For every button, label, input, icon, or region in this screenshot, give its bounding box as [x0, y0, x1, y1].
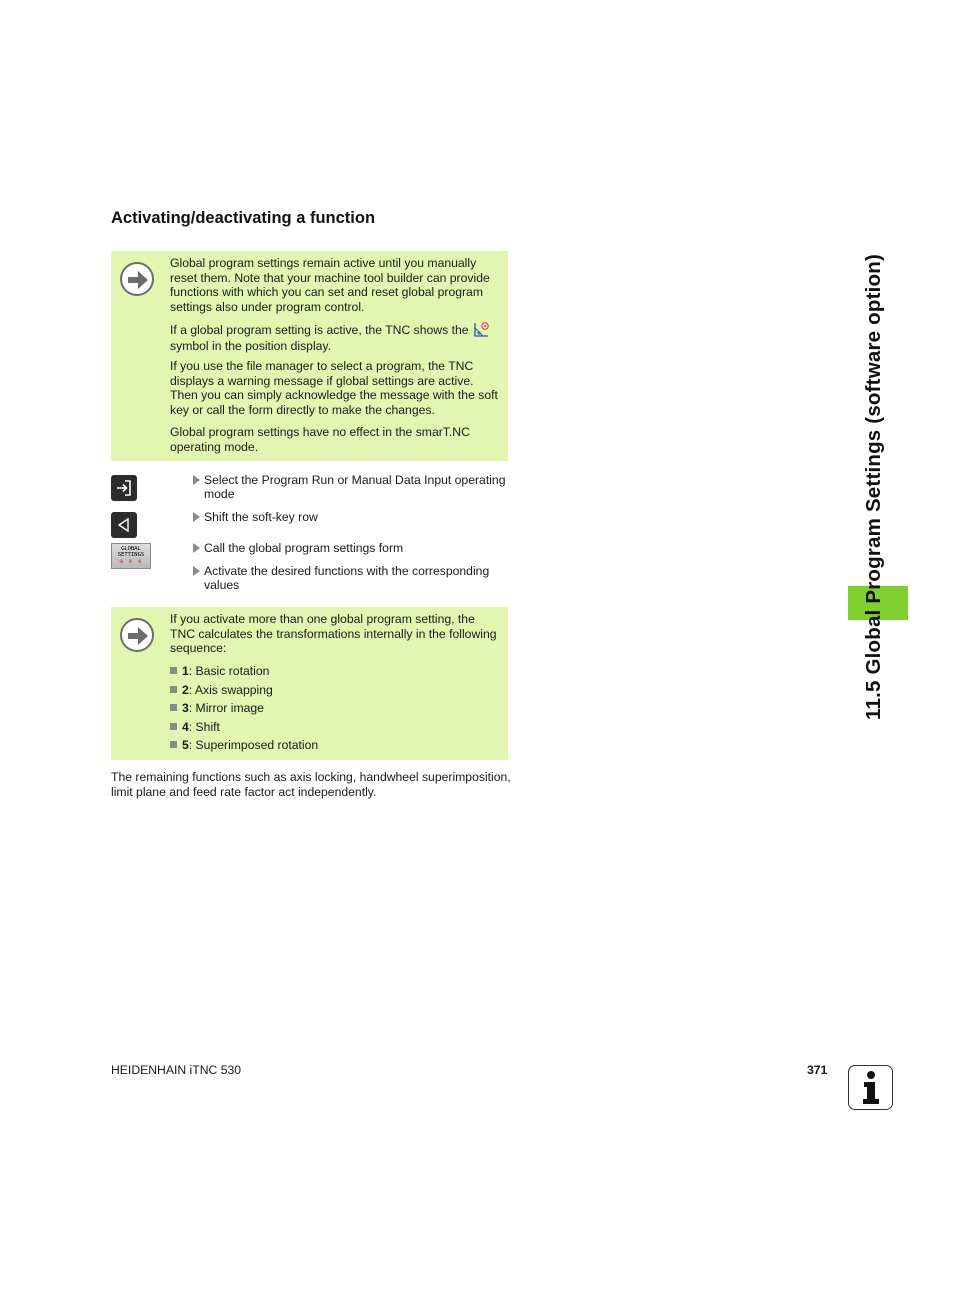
arrow-right-icon: [120, 262, 154, 296]
arrow-right-icon: [120, 618, 154, 652]
section-heading: Activating/deactivating a function: [111, 209, 376, 227]
list-item: 5: Superimposed rotation: [170, 738, 490, 757]
global-settings-softkey-icon: [111, 543, 151, 569]
list-item: 3: Mirror image: [170, 701, 490, 720]
step-4: [193, 564, 508, 592]
step-marker-icon: [193, 543, 200, 553]
note1-paragraph-1: Global program settings remain active until you manually reset them. Note that your machine tool builder can provide functions with which you can set and reset global program settings also under program control.: [170, 256, 490, 314]
note2-intro: If you activate more than one global program setting, the TNC calculates the transformations internally in the following sequence:: [170, 612, 497, 655]
note1-paragraph-2-before: If a global program setting is active, the TNC shows the: [170, 323, 469, 337]
step-marker-icon: [193, 475, 200, 485]
note1-paragraph-2-after: symbol in the position display.: [170, 339, 332, 353]
step-3-text: Call the global program settings form: [204, 541, 404, 555]
softkey-line-2: SETTINGS: [117, 552, 145, 558]
step-marker-icon: [193, 512, 200, 522]
footer-manual-name: HEIDENHAIN iTNC 530: [111, 1063, 242, 1077]
transformation-sequence-list: [170, 664, 490, 757]
note1-paragraph-3: If you use the file manager to select a program, the TNC displays a warning message if global settings are active. Then you can simply acknowledge the message with the soft key or call the form directly to make the changes.: [170, 359, 498, 417]
step-3: [193, 541, 508, 555]
list-item: 2: Axis swapping: [170, 683, 490, 702]
step-2-text: Shift the soft-key row: [204, 510, 318, 524]
step-4-text: Activate the desired functions with the corresponding values: [204, 564, 490, 592]
info-icon: [848, 1065, 893, 1110]
program-run-key-icon: [111, 475, 137, 501]
softkey-line-1: GLOBAL: [121, 546, 141, 552]
list-item: 1: Basic rotation: [170, 664, 490, 683]
step-1: [193, 473, 508, 501]
note1-paragraph-4: Global program settings have no effect in the smarT.NC operating mode.: [170, 425, 470, 454]
global-settings-symbol-icon: [472, 322, 489, 339]
note-box-sequence: [111, 607, 508, 760]
list-item: 4: Shift: [170, 720, 490, 739]
step-2: [193, 510, 508, 524]
chapter-side-title: 11.5 Global Program Settings (software option): [862, 254, 885, 720]
page-number: 371: [807, 1063, 828, 1077]
note-box-global-settings: [111, 251, 508, 461]
note1-paragraph-2: [170, 322, 502, 354]
closing-paragraph: The remaining functions such as axis locking, handwheel superimposition, limit plane and feed rate factor act independently.: [111, 770, 511, 799]
shift-softkey-row-key-icon: [111, 512, 137, 538]
step-marker-icon: [193, 566, 200, 576]
softkey-symbols-icon: ⊕ ⊕ ⊕: [119, 558, 143, 565]
step-1-text: Select the Program Run or Manual Data Input operating mode: [204, 473, 506, 501]
